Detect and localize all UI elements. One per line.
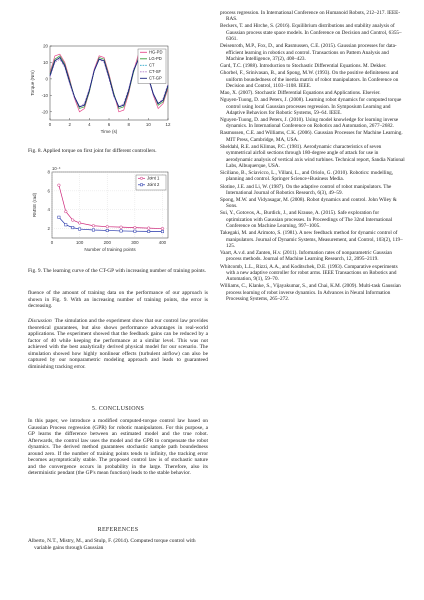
reference-item: process regression. In International Conference on Humanoid Robots, 212–217. IEEE-RAS. (220, 10, 401, 23)
data-point (161, 230, 163, 232)
x-tick-label: 4 (88, 122, 91, 127)
data-point (58, 216, 60, 218)
references-list (220, 10, 406, 303)
y-tick-label: -20 (41, 109, 48, 115)
y-tick-label: 6 (47, 188, 50, 194)
conclusions-paragraph: In this paper, we introduce a modified computed-torque control law based on Gaussian Process regression (GPR) for robotic manipulators. For this purpose, a GP learns the difference between an estimated model and the true robot. Afterwards, the control law uses the model and the GPR to compensate the robot dynamics. The derived method guarantees stochastic sample path boundedness around zero. If the number of training points tends to infinity, the tracking error becomes asymptotically stable. The proposed control law is of stochastic nature and the convergence occurs in probability in the large. Therefore, also its deterministic pendant (the GP's mean function) leads to the stable behavior. (28, 418, 208, 477)
discussion-paragraph (28, 318, 208, 370)
data-point (106, 225, 109, 228)
reference-item: Ghorbel, F., Srinivasan, B., and Spong, M.W. (1993). On the positive definiteness and uniform boundedness of the inertia matrix of robot manipulators. In Conference on Decision and Control, 1103–1108. IEEE. (220, 70, 399, 89)
reference-item: Rasmussen, C.E. and Williams, C.K. (2006). Gaussian Processes for Machine Learning. MIT Press, Cambridge, MA, USA. (220, 130, 403, 143)
figure-8-caption: Fig. 8. Applied torque on first joint for different controllers. (28, 148, 157, 154)
x-tick-label: 300 (131, 240, 139, 245)
x-tick-label: 0 (48, 122, 52, 127)
data-point (120, 230, 122, 232)
reference-item: Mao, X. (2007). Stochastic Differential Equations and Applications. Elsevier. (220, 90, 381, 97)
x-tick-label: 0 (50, 240, 54, 245)
data-point (78, 222, 81, 225)
data-point (78, 228, 80, 230)
legend-label: CT (149, 62, 155, 68)
reference-item: Nguyen-Tuong, D. and Peters, J. (2010). Using model knowledge for learning inverse dynamics. In International Conference on Robotics and Automation, 2677–2682. (220, 116, 399, 130)
legend-marker (140, 184, 142, 186)
y-tick-label: -10 (41, 92, 48, 98)
x-tick-label: 100 (75, 240, 84, 245)
legend-label: CT-GP (149, 75, 162, 81)
legend-label: Joint 1 (147, 175, 160, 181)
data-point (58, 184, 61, 187)
reference-item: Deisenroth, M.P., Fox, D., and Rasmussen, C.E. (2015). Gaussian processes for data-efficient learning in robotics and control. Transactions on Pattern Analysis and Machine Intelligence, 37(2), 408–423. (220, 43, 397, 62)
legend-marker (140, 177, 142, 179)
references-heading: REFERENCES (97, 527, 139, 533)
y-tick-label: 10 (43, 59, 48, 65)
data-point (147, 227, 150, 230)
reference-first: Alberto, N.T., Mistry, M., and Stulp, F. (2014). Computed torque control with variable gains through Gaussian (28, 538, 196, 551)
x-tick-label: 2 (68, 122, 71, 127)
reference-item: Siciliano, B., Sciavicco, L., Villani, L., and Oriolo, G. (2010). Robotics: modelling, planning and control. Springer Science+Business Media. (220, 170, 394, 183)
data-point (161, 227, 164, 230)
x-tick-label: 6 (107, 122, 111, 127)
data-point (92, 229, 94, 231)
x-tick-label: 400 (158, 240, 167, 245)
x-tick-label: 200 (103, 240, 111, 245)
legend-label: HG-PD (149, 49, 163, 55)
reference-item: Beckers, T. and Hirche, S. (2016). Equilibrium distributions and stability analysis of Gaussian process state space models. In Conference on Decision and Control, 6355–6361. (220, 23, 402, 43)
discussion-text: The simulation and the experiment show that our control law provides theoretical guarantees, but also shows performance advantages in real-world applications. The experiment showed that the feedback gains can be reduced by a factor of 40 while keeping the performance at a similar level. This was not achieved with the best analytically derived physical model for our scenario. The simulation showed how highly nonlinear effects (turbulent airflow) can also be captured by our nonparametric modeling approach and leads to guaranteed diminishing tracking error. (28, 318, 208, 370)
figure-9-caption: Fig. 9. The learning curve of the CT-GP with increasing number of training points. (28, 268, 206, 274)
legend-label: Joint 2 (147, 182, 160, 187)
data-point (72, 226, 74, 228)
conclusions-heading: 5. CONCLUSIONS (91, 406, 145, 412)
data-point (134, 230, 136, 232)
reference-item: Gard, T.C. (1988). Introduction to Stochastic Differential Equations. M. Dekker. (220, 63, 387, 70)
y-tick-label: 8 (47, 169, 50, 175)
y-tick-label: 4 (47, 207, 50, 213)
legend-label: CT-SF (149, 69, 162, 74)
figure-9-learning-curve-chart (28, 162, 208, 266)
reference-item: Vaart, A.v.d. and Zanten, H.v. (2011). Information rates of nonparametric Gaussian process methods. Journal of Machine Learning Research, 12, 2095–2119. (220, 250, 392, 263)
data-point (92, 224, 95, 227)
reference-item: Spong, M.W. and Vidyasagar, M. (2008). Robot dynamics and control. John Wiley & Sons. (220, 197, 397, 210)
reference-item: Sui, Y., Gotovos, A., Burdick, J., and Krause, A. (2015). Safe exploration for optimization with Gaussian processes. In Proceedings of The 32nd International Conference on Machine Learning, 997–1005. (220, 210, 393, 230)
reference-item: Williams, C., Klanke, S., Vijayakumar, S., and Chai, K.M. (2009). Multi-task Gaussian process learning of robot inverse dynamics. In Advances in Neural Information Processing Systems, 265–272. (220, 283, 401, 302)
data-point (106, 229, 108, 231)
data-point (65, 224, 67, 226)
y-axis-label: Torque (Nm) (30, 70, 35, 96)
x-tick-label: 8 (127, 122, 130, 127)
data-point (65, 210, 68, 213)
y-tick-label: 2 (47, 226, 50, 232)
legend-label: LG-PD (149, 56, 162, 61)
x-tick-label: 10 (145, 122, 151, 127)
y-axis-label: RMSE (rad) (32, 192, 37, 218)
x-axis-label: Number of training points (84, 247, 136, 252)
data-point (71, 219, 74, 222)
reference-item: Nguyen-Tuong, D. and Peters, J. (2008). Learning robot dynamics for computed torque control using local Gaussian processes regression. In Symposium Learning and Adaptive Behaviors for Robotic Systems, 59–64. IEEE. (220, 97, 402, 116)
reference-item: Slotine, J.E. and Li, W. (1987). On the adaptive control of robot manipulators. The International Journal of Robotics Research, 6(3), 49–59. (220, 183, 392, 196)
data-point (147, 230, 149, 232)
discussion-heading: Discussion (28, 318, 52, 324)
x-tick-label: 12 (165, 122, 171, 127)
data-point (134, 226, 137, 229)
data-point (120, 226, 123, 229)
x-axis-label: Time (s) (100, 129, 118, 134)
intro-paragraph: fluence of the amount of training data on the performance of our approach is shown in Fig. 9. With an increasing number of training points, the error is decreasing. (28, 290, 208, 310)
figure-8-torque-chart (28, 40, 208, 142)
reference-item: Takegaki, M. and Arimoto, S. (1981). A new feedback method for dynamic control of manipulators. Journal of Dynamic Systems, Measurement, and Control, 103(2), 119–125. (220, 230, 403, 249)
reference-item: Whitcomb, L.L., Rizzi, A.A., and Koditschek, D.E. (1993). Comparative experiments with a new adaptive controller for robot arms. IEEE Transactions on Robotics and Automation, 9(1), 59–70. (220, 263, 398, 283)
y-tick-label: 0 (45, 76, 48, 82)
y-scale-note: 10⁻³ (52, 166, 61, 171)
y-tick-label: 20 (43, 43, 48, 49)
reference-item: Sheldahl, R.E. and Klimas, P.C. (1981). Aerodynamic characteristics of seven symmetrical airfoil sections through 180-degree angle of attack for use in aerodynamic analysis of vertical axis wind turbines. Technical report, Sandia National Labs, Albuquerque, USA. (220, 143, 405, 169)
